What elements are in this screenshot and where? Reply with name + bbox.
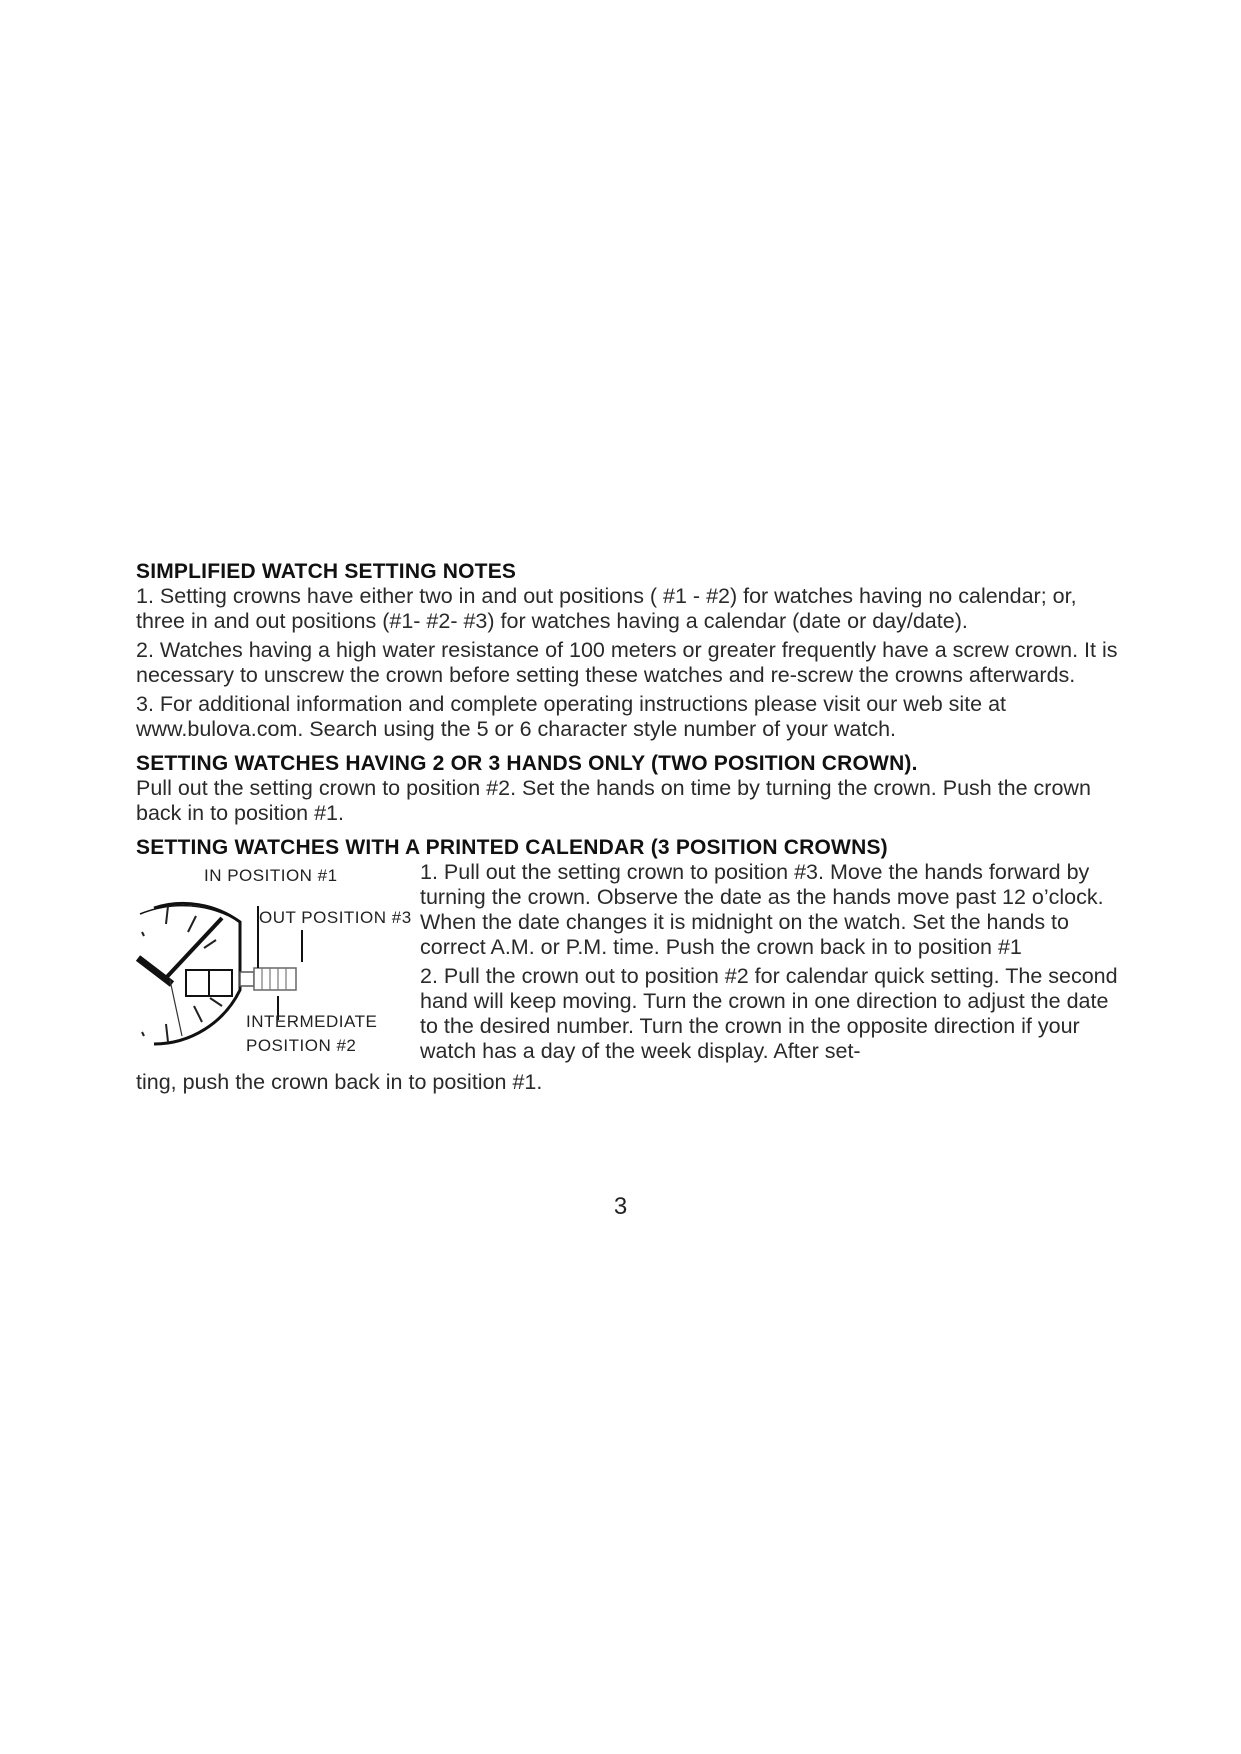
calendar-step-1: 1. Pull out the setting crown to position #3. Move the hands forward by turning the crown. Observe the date as the hands move past 12 o’clock. When the date changes it is midnight on the watch. Set the hands to correct A.M. or P.M. time. Push the crown back in to position #1: [420, 860, 1104, 959]
label-position-2: POSITION #2: [246, 1036, 357, 1055]
label-out-position-3: OUT POSITION #3: [259, 908, 412, 927]
calendar-step-2: 2. Pull the crown out to position #2 for calendar quick setting. The second hand will keep moving. Turn the crown in one direction to adjust the date to the desired number. Turn the crown in the opposite direction if your watch has a day of the week display. After set-: [420, 964, 1118, 1063]
two-position-instructions: Pull out the setting crown to position #2. Set the hands on time by turning the crown. Push the crown back in to position #1.: [136, 776, 1091, 825]
section-heading-two-position-crown: SETTING WATCHES HAVING 2 OR 3 HANDS ONLY (TWO POSITION CROWN).: [136, 752, 918, 775]
section-heading-printed-calendar: SETTING WATCHES WITH A PRINTED CALENDAR (3 POSITION CROWNS): [136, 836, 888, 859]
crown-position-diagram: [136, 864, 416, 1070]
page-content: [136, 560, 1126, 1099]
calendar-setting-block: [136, 860, 1126, 1070]
page-number: 3: [613, 1193, 628, 1220]
note-item-1: 1. Setting crowns have either two in and out positions ( #1 - #2) for watches having no calendar; or, three in and out positions (#1- #2- #3) for watches having a calendar (date or day/date).: [136, 584, 1077, 633]
label-in-position-1: IN POSITION #1: [204, 866, 338, 885]
calendar-instructions: [420, 860, 1126, 1068]
note-item-2: 2. Watches having a high water resistance of 100 meters or greater frequently have a screw crown. It is necessary to unscrew the crown before setting these watches and re-screw the crowns afterwards.: [136, 638, 1118, 687]
label-intermediate: INTERMEDIATE: [246, 1012, 378, 1031]
calendar-step-2-continued: ting, push the crown back in to position #1.: [136, 1070, 543, 1094]
section-heading-simplified-notes: SIMPLIFIED WATCH SETTING NOTES: [136, 560, 517, 583]
note-item-3: 3. For additional information and complete operating instructions please visit our web site at www.bulova.com. Search using the 5 or 6 character style number of your watch.: [136, 692, 1007, 741]
